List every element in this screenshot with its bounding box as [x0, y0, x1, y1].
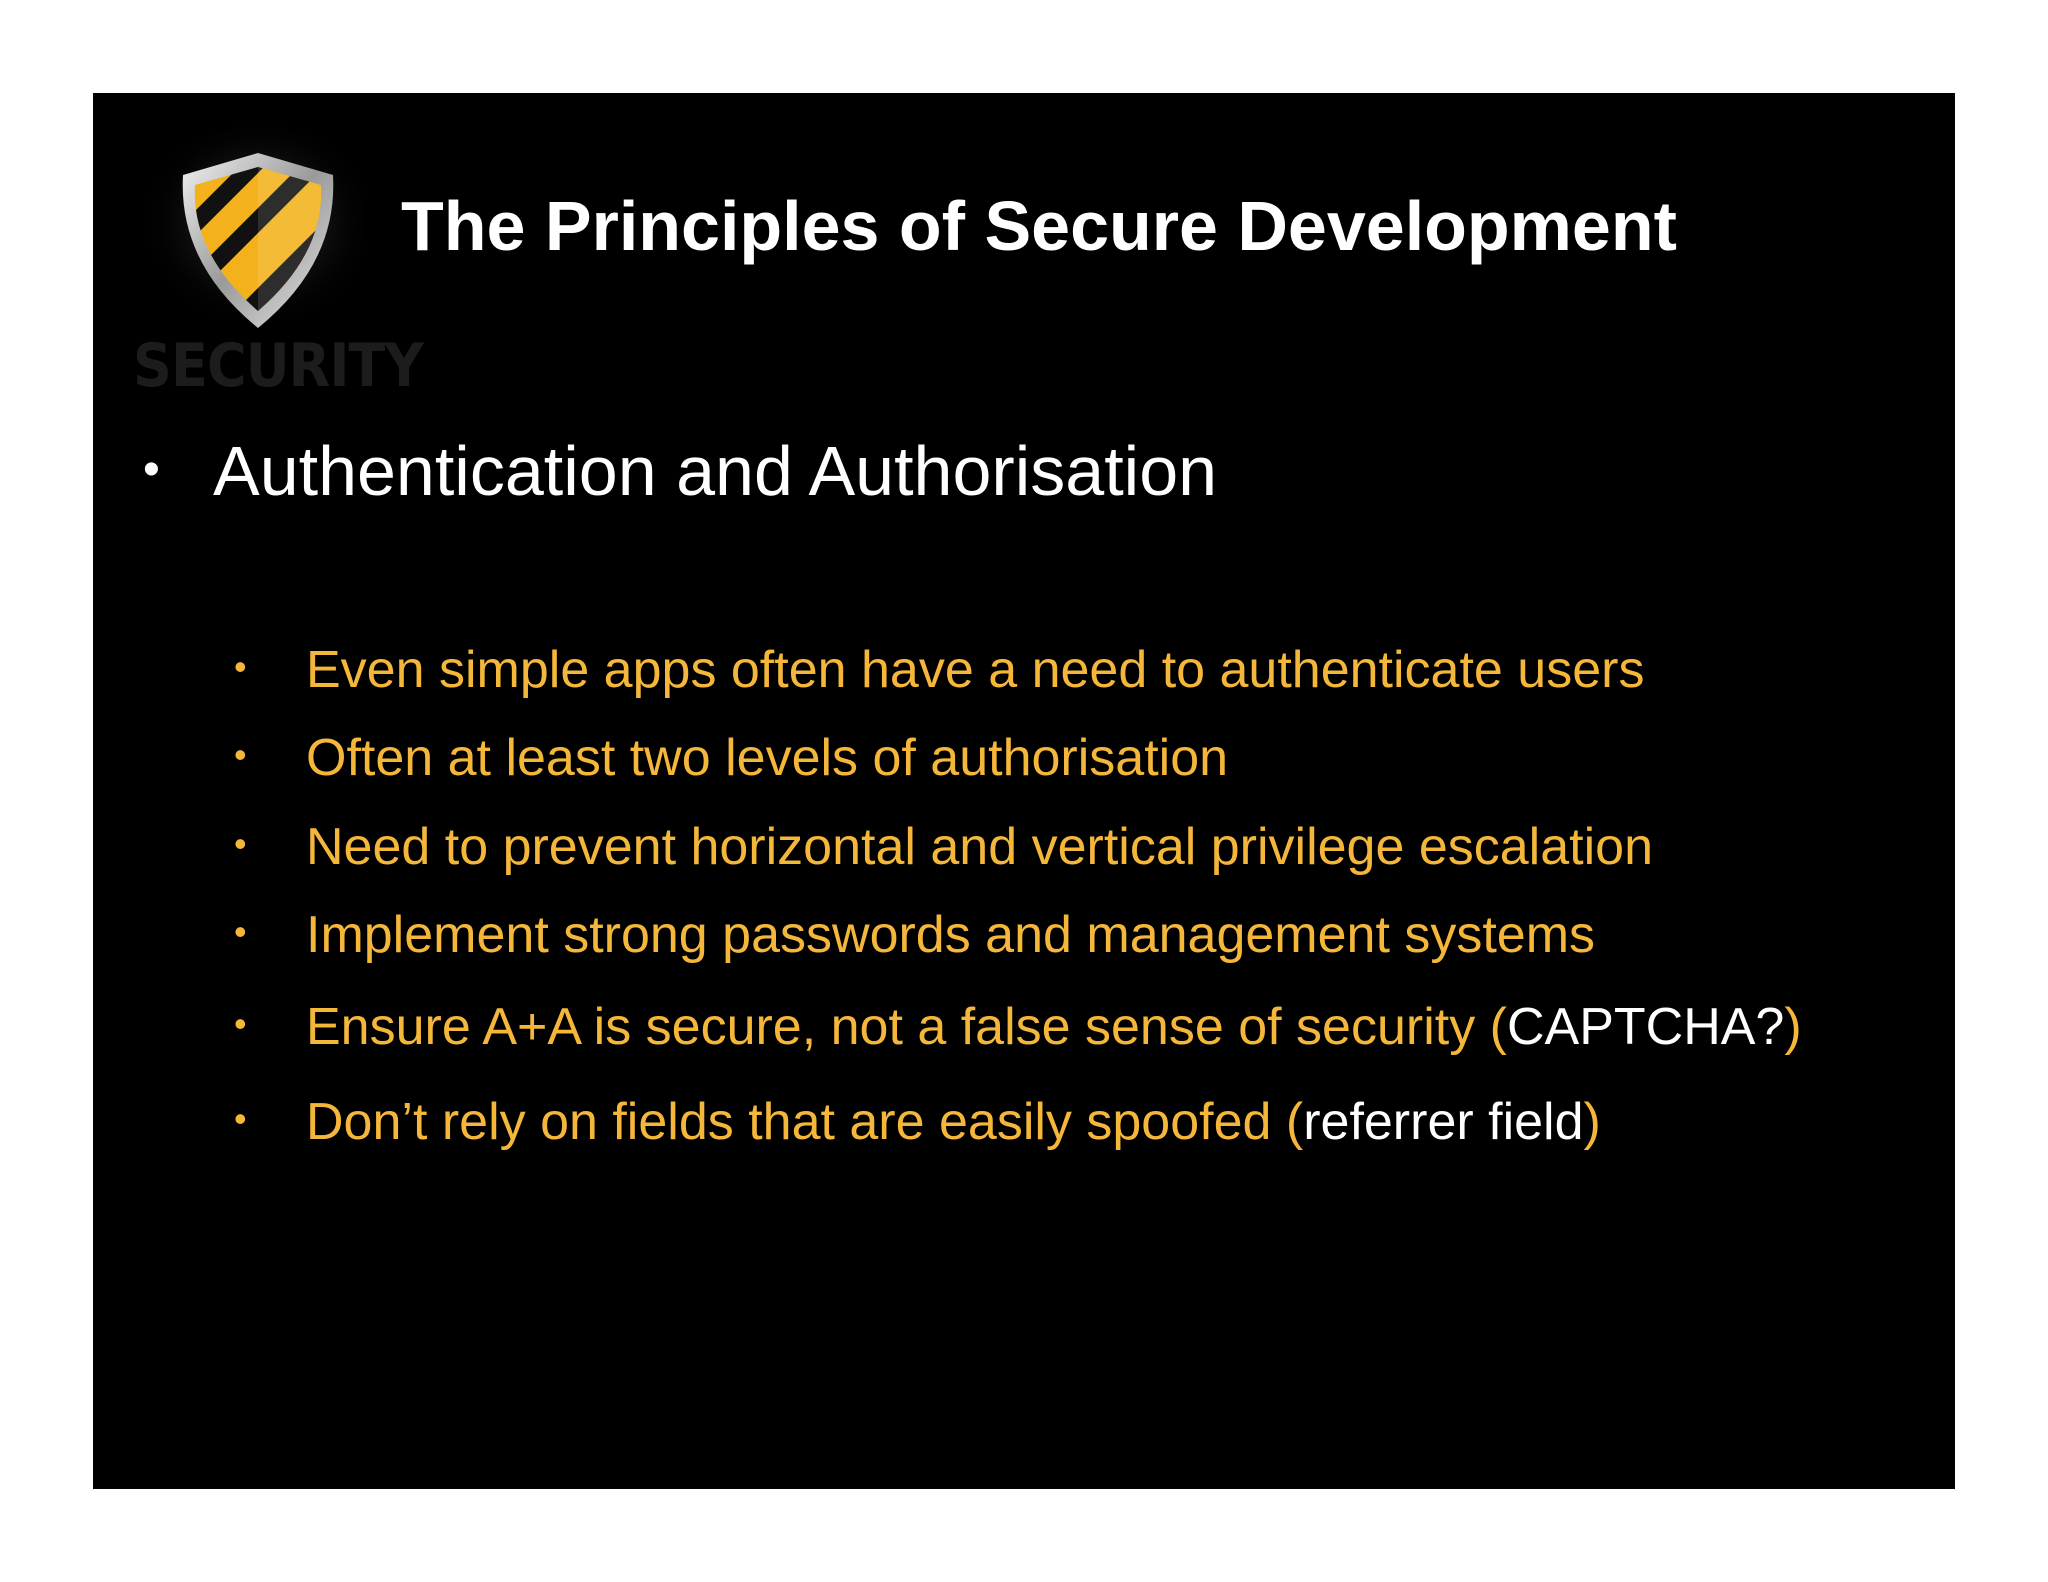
logo-wordmark: SECURITY	[133, 331, 423, 401]
sub-bullet	[234, 818, 1653, 876]
sub-bullet-highlight: CAPTCHA?	[1506, 998, 1785, 1056]
bullet-icon: •	[234, 734, 247, 775]
sub-bullet-text: Need to prevent horizontal and vertical privilege escalation	[306, 818, 1653, 876]
sub-bullet-highlight: referrer field	[1303, 1093, 1584, 1151]
bullet-icon: •	[234, 1003, 247, 1044]
sub-bullet-text: Ensure A+A is secure, not a false sense of security (	[306, 998, 1507, 1056]
sub-bullet	[234, 906, 1596, 964]
bullet-icon: •	[234, 911, 247, 952]
bullet-icon: •	[234, 1098, 247, 1139]
sub-bullet-close: )	[1784, 998, 1802, 1056]
bullet-icon: •	[234, 823, 247, 864]
sub-bullet-text: Often at least two levels of authorisation	[306, 729, 1229, 787]
bullet-icon: •	[234, 646, 247, 687]
main-bullet-text: Authentication and Authorisation	[213, 432, 1218, 510]
sub-bullet	[234, 729, 1229, 787]
bullet-icon: •	[143, 443, 160, 496]
sub-bullet-text: Implement strong passwords and management systems	[306, 906, 1596, 964]
slide	[93, 93, 1955, 1489]
slide-title: The Principles of Secure Development	[401, 187, 1677, 265]
sub-bullet-text: Don’t rely on fields that are easily spoofed (	[306, 1093, 1304, 1151]
striped-shield-icon	[133, 123, 383, 343]
sub-bullet	[234, 641, 1645, 699]
sub-bullet	[234, 1093, 1601, 1151]
sub-bullet	[234, 998, 1802, 1056]
main-bullet	[143, 432, 1218, 510]
security-logo	[133, 123, 423, 413]
sub-bullet-close: )	[1583, 1093, 1601, 1151]
sub-bullet-text: Even simple apps often have a need to authenticate users	[306, 641, 1645, 699]
